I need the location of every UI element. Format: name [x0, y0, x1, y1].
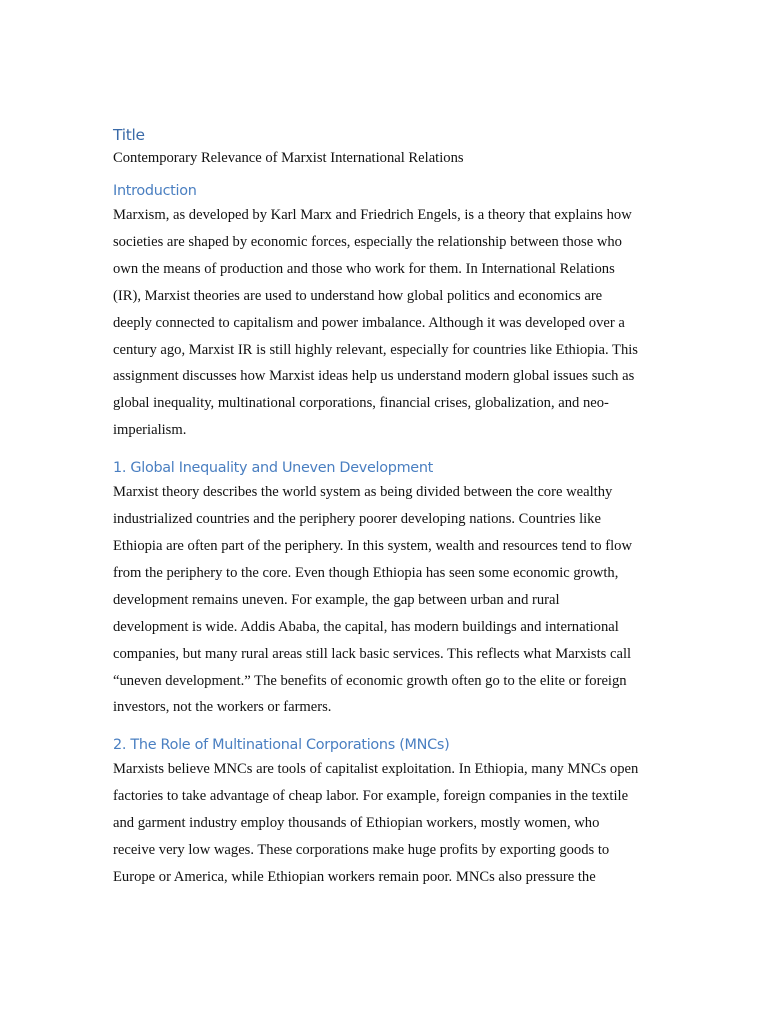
document-page	[113, 124, 658, 891]
section-heading-global-inequality: 1. Global Inequality and Uneven Development	[113, 460, 434, 477]
section-body-mncs: Marxists believe MNCs are tools of capitalist exploitation. In Ethiopia, many MNCs open factories to take advantage of cheap labor. For example, foreign companies in the textile and garment industry employ thousands of Ethiopian workers, mostly women, who receive very low wages. These corporations make huge profits by exporting goods to Europe or America, while Ethiopian workers remain poor. MNCs also pressure the	[113, 761, 639, 885]
section-body-global-inequality: Marxist theory describes the world system as being divided between the core wealthy industrialized countries and the periphery poorer developing nations. Countries like Ethiopia are often part of the periphery. In this system, wealth and resources tend to flow from the periphery to the core. Even though Ethiopia has seen some economic growth, development remains uneven. For example, the gap between urban and rural development is wide. Addis Ababa, the capital, has modern buildings and international companies, but many rural areas still lack basic services. This reflects what Marxists call “uneven development.” The benefits of economic growth often go to the elite or foreign investors, not the workers or farmers.	[113, 484, 632, 716]
section-body-introduction: Marxism, as developed by Karl Marx and Friedrich Engels, is a theory that explains how societies are shaped by economic forces, especially the relationship between those who own the means of production and those who work for them. In International Relations (IR), Marxist theories are used to understand how global politics and economics are deeply connected to capitalism and power imbalance. Although it was developed over a century ago, Marxist IR is still highly relevant, especially for countries like Ethiopia. This assignment discusses how Marxist ideas help us understand modern global issues such as global inequality, multinational corporations, financial crises, globalization, and neo- imperialism.	[113, 207, 638, 439]
section-heading-mncs: 2. The Role of Multinational Corporations (MNCs)	[113, 737, 450, 754]
section-heading-introduction: Introduction	[113, 183, 197, 199]
document-title: Contemporary Relevance of Marxist International Relations	[113, 150, 464, 166]
title-heading: Title	[113, 126, 145, 144]
